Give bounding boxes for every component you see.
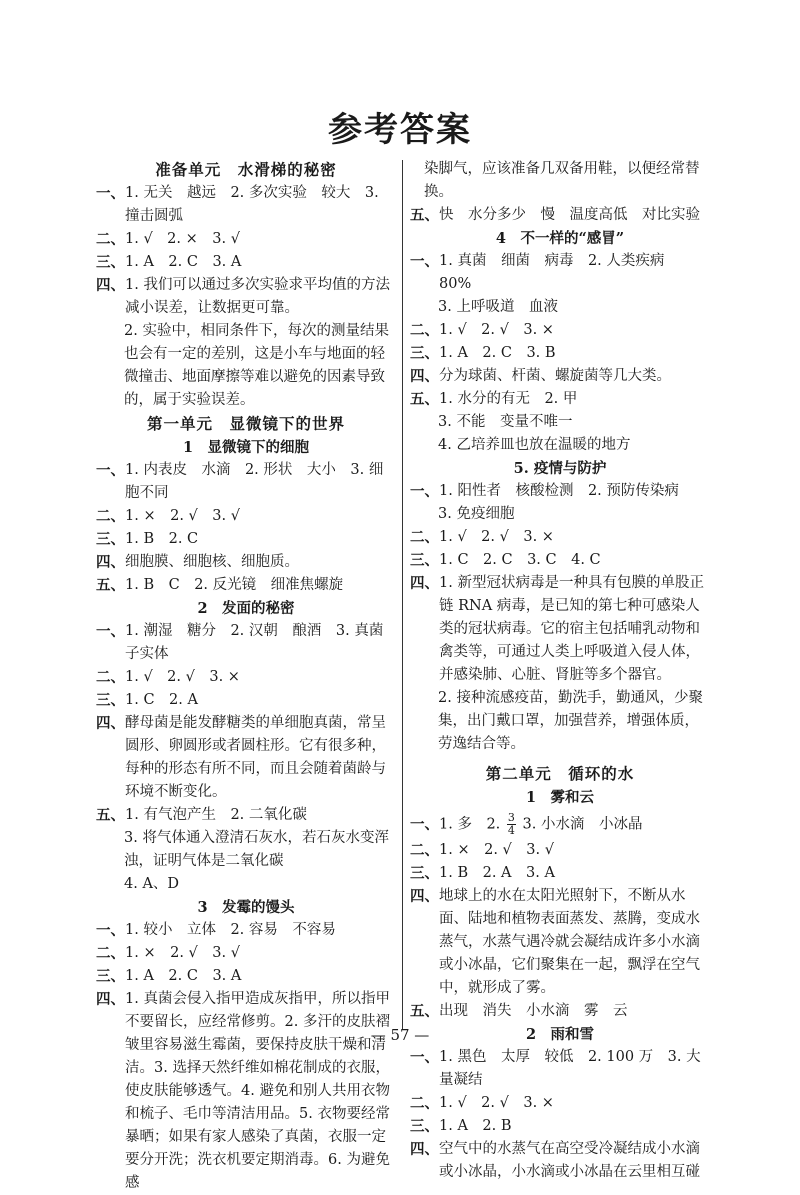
answer-continuation: 3. 上呼吸道 血液 bbox=[438, 299, 558, 315]
lesson-heading: 3 发霉的馒头 bbox=[197, 899, 295, 916]
question-number: 三、 bbox=[96, 692, 125, 709]
answer-list bbox=[410, 839, 710, 1023]
answer-item bbox=[410, 250, 710, 296]
question-number: 五、 bbox=[410, 1003, 439, 1020]
answer-item bbox=[410, 388, 710, 411]
answer-list bbox=[410, 1046, 710, 1184]
answer-text: 1. A 2. C 3. A bbox=[125, 254, 242, 270]
answer-item bbox=[96, 988, 396, 1195]
answer-item bbox=[410, 839, 710, 862]
answer-item bbox=[410, 1046, 710, 1092]
answer-list bbox=[410, 480, 710, 503]
answer-text: 1. B C 2. 反光镜 细准焦螺旋 bbox=[125, 577, 344, 593]
lesson-heading: 2 雨和雪 bbox=[525, 1026, 595, 1043]
answer-text: 1. 我们可以通过多次实验求平均值的方法减小误差，让数据更可靠。 bbox=[125, 277, 390, 316]
question-number: 三、 bbox=[410, 865, 439, 882]
answer-continuation: 4. 乙培养皿也放在温暖的地方 bbox=[438, 437, 631, 453]
answer-item bbox=[96, 712, 396, 804]
question-number: 三、 bbox=[410, 552, 439, 569]
question-number: 一、 bbox=[96, 185, 125, 202]
unit-heading: 准备单元 水滑梯的秘密 bbox=[155, 160, 337, 179]
answer-item bbox=[410, 204, 710, 227]
answer-continuation: 3. 将气体通入澄清石灰水，若石灰水变浑浊，证明气体是二氧化碳 bbox=[124, 830, 389, 869]
answer-item bbox=[410, 549, 710, 572]
answer-text: 地球上的水在太阳光照射下，不断从水面、陆地和植物表面蒸发、蒸腾，变成水蒸气，水蒸气遇冷就会凝结成许多小水滴或小冰晶，它们聚集在一起，飘浮在空气中，就形成了雾。 bbox=[439, 888, 700, 996]
answer-text-part: 3. 小水滴 小冰晶 bbox=[522, 816, 643, 832]
answer-list bbox=[96, 182, 396, 320]
answer-item bbox=[410, 480, 710, 503]
question-number: 三、 bbox=[410, 1118, 439, 1135]
answer-item bbox=[410, 1000, 710, 1023]
answer-text: 酵母菌是能发酵糖类的单细胞真菌，常呈圆形、卵圆形或者圆柱形。它有很多种，每种的形态有所不同，而且会随着菌龄与环境不断变化。 bbox=[125, 715, 386, 800]
fraction-numerator: 3 bbox=[507, 810, 515, 824]
answer-text: 1. C 2. A bbox=[125, 692, 198, 708]
answer-text: 1. 潮湿 糖分 2. 汉朝 酿酒 3. 真菌子实体 bbox=[125, 623, 384, 662]
answer-text: 1. √ 2. √ 3. × bbox=[125, 669, 240, 685]
question-number: 五、 bbox=[96, 807, 125, 824]
answer-text: 1. 较小 立体 2. 容易 不容易 bbox=[125, 922, 336, 938]
answer-continuation: 4. A、D bbox=[124, 876, 180, 892]
answer-list bbox=[410, 526, 710, 687]
answer-text-part: 1. 多 2. bbox=[439, 816, 501, 832]
fraction bbox=[507, 812, 516, 837]
lesson-heading: 5. 疫情与防护 bbox=[513, 460, 607, 477]
answer-text bbox=[439, 812, 710, 837]
question-number: 一、 bbox=[410, 483, 439, 500]
question-number: 四、 bbox=[96, 991, 125, 1008]
question-number: 五、 bbox=[96, 577, 125, 594]
answer-text: 1. 有气泡产生 2. 二氧化碳 bbox=[125, 807, 307, 823]
page-number: — 57 — bbox=[370, 1026, 430, 1044]
answer-item bbox=[410, 572, 710, 687]
answer-text: 1. A 2. B bbox=[439, 1118, 512, 1134]
answer-text: 1. 无关 越远 2. 多次实验 较大 3. 撞击圆弧 bbox=[125, 185, 379, 224]
answer-list bbox=[410, 250, 710, 296]
answer-item bbox=[410, 885, 710, 1000]
lesson-heading: 4 不一样的“感冒” bbox=[495, 230, 625, 247]
answer-text: 1. 黑色 太厚 较低 2. 100 万 3. 大量凝结 bbox=[439, 1049, 701, 1088]
answer-item bbox=[96, 505, 396, 528]
answer-text: 1. × 2. √ 3. √ bbox=[125, 508, 240, 524]
fraction-denominator: 4 bbox=[507, 823, 515, 837]
answer-item bbox=[96, 689, 396, 712]
answer-list bbox=[96, 459, 396, 597]
question-number: 四、 bbox=[410, 368, 439, 385]
question-number: 二、 bbox=[410, 529, 439, 546]
answer-text: 1. 真菌会侵入指甲造成灰指甲，所以指甲不要留长，应经常修剪。2. 多汗的皮肤褶皱里容易滋生霉菌，要保持皮肤干燥和清洁。3. 选择天然纤维如棉花制成的衣服，使皮肤能够透气。4. 避免和别人共用衣物和梳子、毛巾等清洁用品。5. 衣物要经常暴晒；如果有家人感染了真菌，衣服一定要分开洗；洗衣机要定期消毒。6. 为避免感 bbox=[125, 991, 390, 1191]
question-number: 四、 bbox=[410, 1141, 439, 1158]
answer-text: 出现 消失 小水滴 雾 云 bbox=[439, 1003, 628, 1019]
answer-item bbox=[96, 251, 396, 274]
answer-item bbox=[410, 342, 710, 365]
question-number: 四、 bbox=[96, 554, 125, 571]
question-number: 二、 bbox=[410, 322, 439, 339]
question-number: 五、 bbox=[410, 207, 439, 224]
answer-text: 1. × 2. √ 3. √ bbox=[439, 842, 554, 858]
question-number: 三、 bbox=[96, 531, 125, 548]
answer-text: 1. 水分的有无 2. 甲 bbox=[439, 391, 578, 407]
answer-text: 1. √ 2. × 3. √ bbox=[125, 231, 240, 247]
question-number: 三、 bbox=[96, 968, 125, 985]
answer-continuation: 2. 实验中，相同条件下，每次的测量结果也会有一定的差别，这是小车与地面的轻微撞击、地面摩擦等难以避免的因素导致的，属于实验误差。 bbox=[124, 323, 389, 408]
question-number: 四、 bbox=[410, 575, 439, 592]
answer-item bbox=[96, 182, 396, 228]
answer-text: 1. 内表皮 水滴 2. 形状 大小 3. 细胞不同 bbox=[125, 462, 384, 501]
answer-text: 1. A 2. C 3. A bbox=[125, 968, 242, 984]
answer-text: 1. 真菌 细菌 病毒 2. 人类疾病 80% bbox=[439, 253, 679, 292]
answer-text: 1. A 2. C 3. B bbox=[439, 345, 556, 361]
question-number: 三、 bbox=[96, 254, 125, 271]
lesson-heading: 2 发面的秘密 bbox=[197, 600, 295, 617]
answer-text: 1. √ 2. √ 3. × bbox=[439, 529, 554, 545]
question-number: 二、 bbox=[410, 1095, 439, 1112]
question-number: 二、 bbox=[96, 669, 125, 686]
answer-item bbox=[410, 1092, 710, 1115]
answer-text: 1. C 2. C 3. C 4. C bbox=[439, 552, 601, 568]
answer-continuation: 2. 接种流感疫苗，勤洗手，勤通风，少聚集，出门戴口罩，加强营养，增强体质，劳逸结合等。 bbox=[438, 690, 703, 752]
column-divider bbox=[402, 160, 403, 1030]
answer-continuation: 3. 不能 变量不唯一 bbox=[438, 414, 573, 430]
answer-text: 1. × 2. √ 3. √ bbox=[125, 945, 240, 961]
page-title: 参考答案 bbox=[328, 110, 472, 150]
question-number: 二、 bbox=[96, 945, 125, 962]
answer-continuation: 3. 免疫细胞 bbox=[438, 506, 515, 522]
answer-item bbox=[96, 574, 396, 597]
answer-item bbox=[410, 862, 710, 885]
answer-item bbox=[410, 809, 710, 839]
answer-item bbox=[96, 551, 396, 574]
answer-text: 空气中的水蒸气在高空受冷凝结成小水滴或小冰晶，小水滴或小冰晶在云里相互碰 bbox=[439, 1141, 700, 1180]
question-number: 一、 bbox=[410, 1049, 439, 1066]
question-number: 四、 bbox=[410, 888, 439, 905]
answer-text: 快 水分多少 慢 温度高低 对比实验 bbox=[439, 207, 700, 223]
question-number: 四、 bbox=[96, 277, 125, 294]
question-number: 四、 bbox=[96, 715, 125, 732]
answer-text: 分为球菌、杆菌、螺旋菌等几大类。 bbox=[439, 368, 671, 384]
question-number: 二、 bbox=[410, 842, 439, 859]
question-number: 一、 bbox=[410, 815, 439, 833]
answer-item bbox=[96, 666, 396, 689]
unit-heading: 第二单元 循环的水 bbox=[485, 764, 635, 783]
answer-text: 细胞膜、细胞核、细胞质。 bbox=[125, 554, 299, 570]
question-number: 三、 bbox=[410, 345, 439, 362]
answer-item bbox=[410, 1115, 710, 1138]
answer-item bbox=[96, 528, 396, 551]
unit-heading: 第一单元 显微镜下的世界 bbox=[146, 414, 345, 433]
lesson-heading: 1 雾和云 bbox=[525, 789, 595, 806]
answer-item bbox=[96, 459, 396, 505]
answer-item bbox=[410, 319, 710, 342]
answer-item bbox=[410, 1138, 710, 1184]
answer-item bbox=[96, 804, 396, 827]
answer-item bbox=[96, 620, 396, 666]
answer-item bbox=[96, 919, 396, 942]
question-number: 一、 bbox=[410, 253, 439, 270]
question-number: 一、 bbox=[96, 922, 125, 939]
answer-text: 1. B 2. A 3. A bbox=[439, 865, 555, 881]
answer-list bbox=[410, 319, 710, 411]
question-number: 一、 bbox=[96, 623, 125, 640]
answer-text: 1. 新型冠状病毒是一种具有包膜的单股正链 RNA 病毒，是已知的第七种可感染人类的冠状病毒。它的宿主包括哺乳动物和禽类等，可通过人类上呼吸道入侵人体，并感染肺、心脏、肾脏等多个器官。 bbox=[439, 575, 704, 683]
answer-item bbox=[96, 942, 396, 965]
answer-text: 1. 阳性者 核酸检测 2. 预防传染病 bbox=[439, 483, 679, 499]
answer-text: 1. B 2. C bbox=[125, 531, 199, 547]
question-number: 二、 bbox=[96, 508, 125, 525]
answer-text: 1. √ 2. √ 3. × bbox=[439, 1095, 554, 1111]
answer-item bbox=[96, 274, 396, 320]
answer-item bbox=[96, 228, 396, 251]
answer-item bbox=[410, 365, 710, 388]
answer-continuation: 染脚气，应该准备几双备用鞋，以便经常替换。 bbox=[424, 161, 700, 200]
question-number: 一、 bbox=[96, 462, 125, 479]
answer-text: 1. √ 2. √ 3. × bbox=[439, 322, 554, 338]
question-number: 二、 bbox=[96, 231, 125, 248]
answer-list bbox=[96, 620, 396, 827]
answer-item bbox=[410, 526, 710, 549]
answer-item bbox=[96, 965, 396, 988]
question-number: 五、 bbox=[410, 391, 439, 408]
lesson-heading: 1 显微镜下的细胞 bbox=[182, 439, 310, 456]
